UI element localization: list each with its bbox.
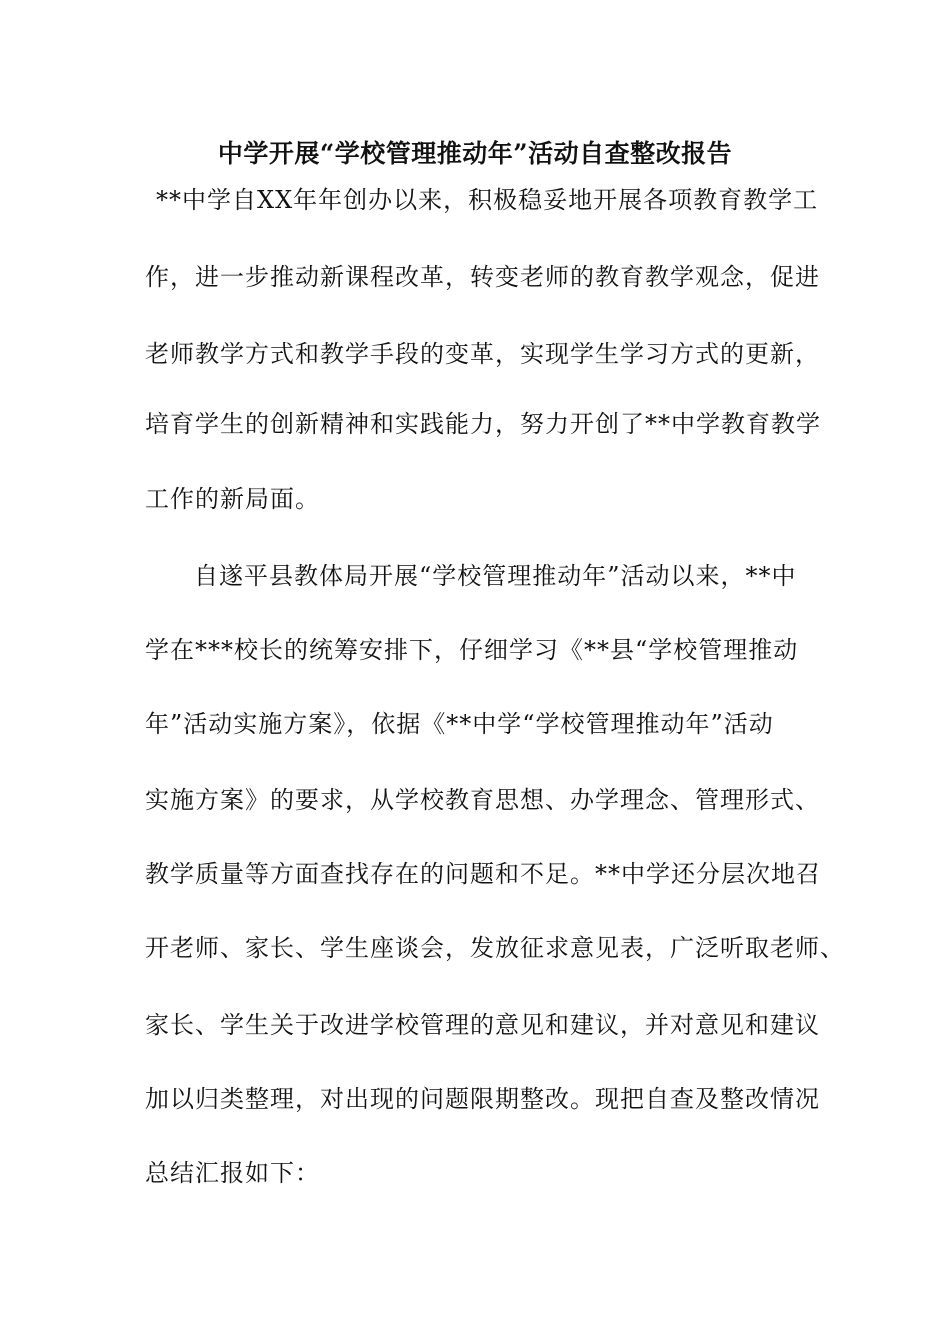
paragraph-1-line-2: 作，进一步推动新课程改革，转变老师的教育教学观念，促进 — [145, 263, 820, 291]
paragraph-2-line-8: 加以归类整理，对出现的问题限期整改。现把自查及整改情况 — [145, 1085, 820, 1113]
paragraph-2-line-7: 家长、学生关于改进学校管理的意见和建议，并对意见和建议 — [145, 1011, 820, 1039]
paragraph-2-line-6: 开老师、家长、学生座谈会，发放征求意见表，广泛听取老师、 — [145, 934, 845, 962]
paragraph-2-line-3: 年”活动实施方案》，依据《**中学“学校管理推动年”活动 — [145, 710, 774, 738]
paragraph-1-line-1: **中学自XX年年创办以来，积极稳妥地开展各项教育教学工 — [156, 186, 819, 214]
paragraph-2-line-4: 实施方案》的要求，从学校教育思想、办学理念、管理形式、 — [145, 786, 820, 814]
paragraph-2-line-9: 总结汇报如下： — [145, 1159, 320, 1187]
paragraph-2-line-1: 自遂平县教体局开展“学校管理推动年”活动以来，**中 — [194, 562, 797, 590]
document-title: 中学开展“学校管理推动年”活动自查整改报告 — [217, 139, 733, 168]
paragraph-1-line-5: 工作的新局面。 — [145, 485, 320, 513]
paragraph-2-line-5: 教学质量等方面查找存在的问题和不足。**中学还分层次地召 — [145, 860, 821, 888]
paragraph-2-line-2: 学在***校长的统筹安排下，仔细学习《**县“学校管理推动 — [145, 636, 799, 664]
paragraph-1-line-4: 培育学生的创新精神和实践能力，努力开创了**中学教育教学 — [145, 410, 821, 438]
paragraph-1-line-3: 老师教学方式和教学手段的变革，实现学生学习方式的更新， — [145, 340, 820, 368]
